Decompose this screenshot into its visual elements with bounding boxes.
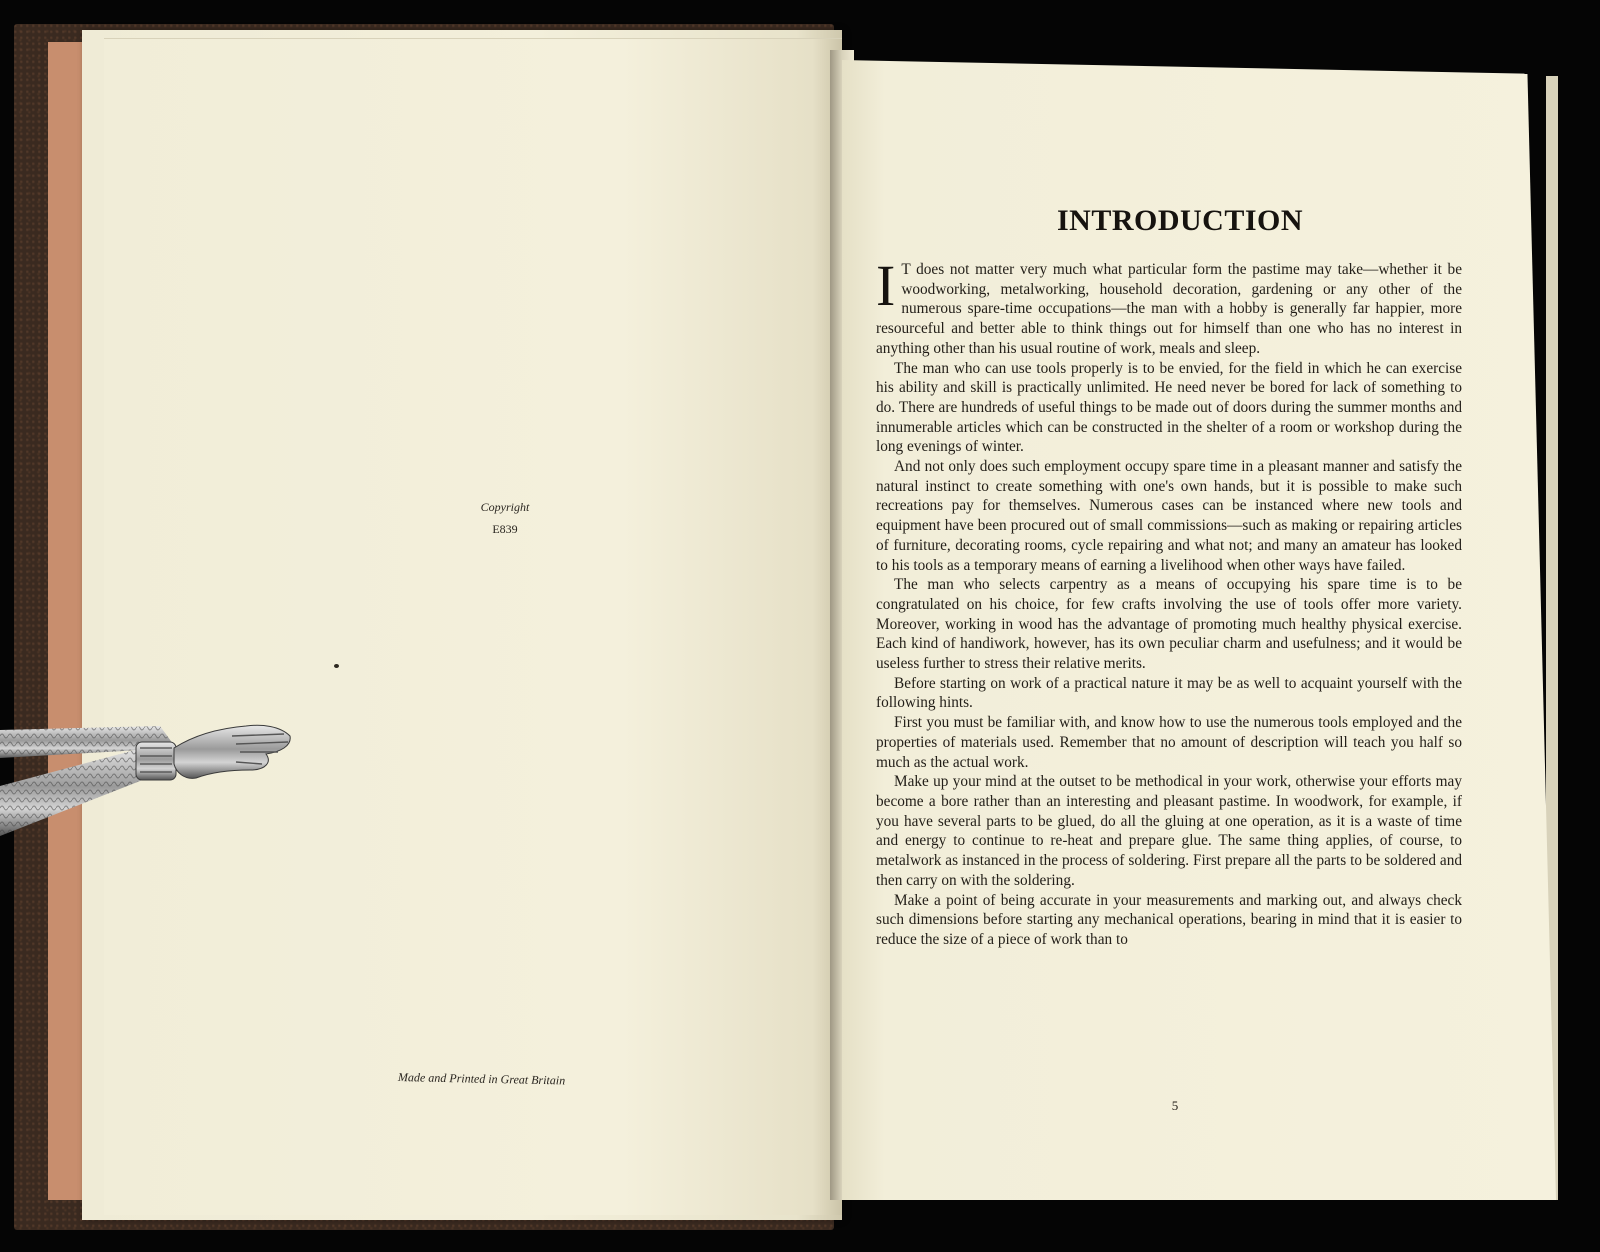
drop-cap: I <box>876 253 896 318</box>
paragraph-2: The man who can use tools properly is to be envied, for the field in which he can exercise his ability and skill is practically unlimited. He need never be bored for lack of something to do. There are hundreds of useful things to be made out of doors during the summer months and innumerable articles which can be constructed in the shelter of a room or workshop during the long evenings of winter. <box>876 359 1462 456</box>
paragraph-6: First you must be familiar with, and know how to use the numerous tools employed and the properties of materials used. Remember that no amount of description will teach you half so much as the actual work. <box>876 714 1462 771</box>
paragraph-1 <box>876 253 1462 359</box>
copyright-label: Copyright <box>480 500 530 514</box>
page-number: 5 <box>1171 1098 1179 1113</box>
metal-hand-bookmark <box>0 708 300 848</box>
chapter-title: INTRODUCTION <box>1056 204 1304 237</box>
paragraph-4: The man who selects carpentry as a means of occupying his spare time is to be congratulated on his choice, for few crafts involving the use of tools offer more variety. Moreover, working in wood has the advantage of promoting much healthy physical exercise. Each kind of handiwork, however, has its own peculiar charm and usefulness; and it would be useless further to stress their relative merits. <box>876 576 1462 673</box>
paragraph-3: And not only does such employment occupy spare time in a pleasant manner and satisfy the natural instinct to create something with one's own hands, but it is possible to make such recreations pay for themselves. Numerous cases can be instanced where new tools and equipment have been procured out of small commissions—such as making or repairing articles of furniture, decorating rooms, cycle repairing and what not; and many an amateur has looked to his tools as a temporary means of earning a livelihood when other ways have failed. <box>876 458 1462 574</box>
paragraph-8: Make a point of being accurate in your measurements and marking out, and always check such dimensions before starting any mechanical operations, bearing in mind that it is easier to reduce the size of a piece of work than to <box>876 891 1462 948</box>
imprint-line: Made and Printed in Great Britain <box>397 1070 566 1088</box>
bookmark-cuff <box>136 742 176 780</box>
copyright-block <box>470 496 540 540</box>
paper-speck <box>334 664 339 668</box>
left-page <box>104 38 842 1215</box>
paragraph-5: Before starting on work of a practical nature it may be as well to acquaint yourself with the following hints. <box>876 674 1462 712</box>
body-text <box>876 253 1462 950</box>
bookmark-hand <box>174 725 290 778</box>
paragraph-1-text: T does not matter very much what particular form the pastime may take—whether it be woodworking, metalworking, household decoration, gardening or any other of the numerous spare-time occupations—the man with a hobby is generally far happier, more resourceful and better able to think things out for himself than one who has no interest in anything other than his usual routine of work, meals and sleep. <box>876 261 1462 357</box>
paragraph-7: Make up your mind at the outset to be methodical in your work, otherwise your efforts may become a bore rather than an interesting and pleasant pastime. In woodwork, for example, if you have several parts to be glued, do all the gluing at one operation, as it is a waste of time and energy to continue to re-heat and prepare glue. The same thing applies, of course, to metalwork as instanced in the process of soldering. First prepare all the parts to be soldered and then carry on with the soldering. <box>876 773 1462 889</box>
copyright-code: E839 <box>492 522 518 536</box>
